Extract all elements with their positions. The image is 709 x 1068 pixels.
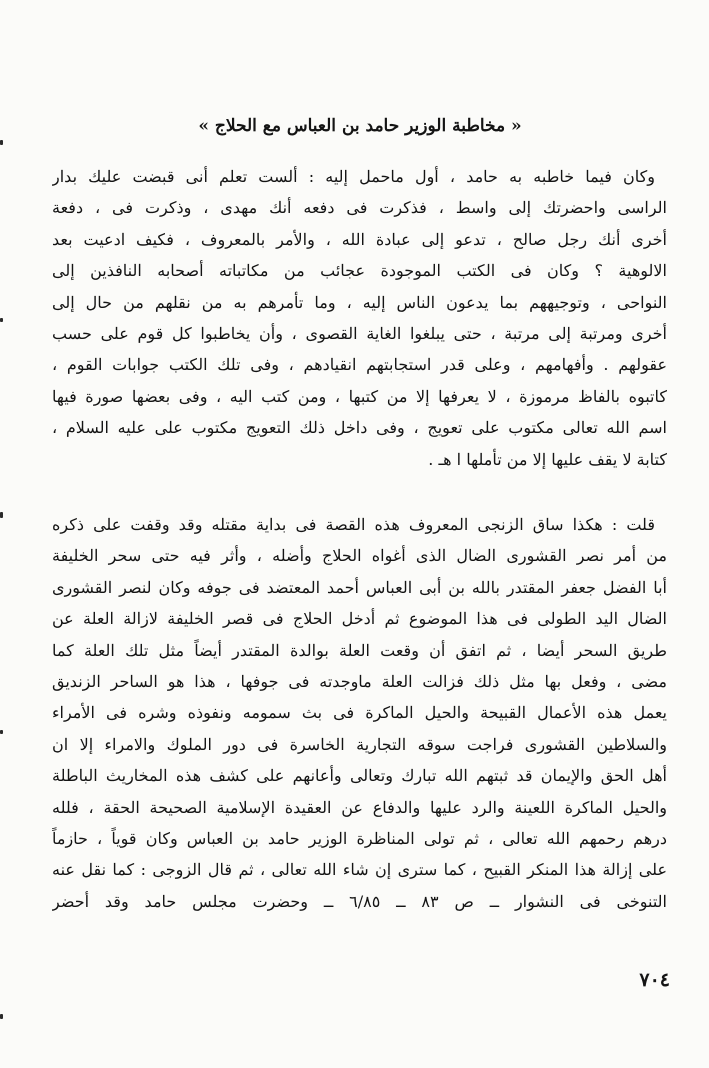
text-line: يعمل هذه الأعمال القبيحة والحيل الماكرة فى بث سمومه ونفوذه وشره فى الأمراء — [52, 703, 667, 723]
margin-mark — [0, 318, 3, 322]
text-line: اسم الله تعالى مكتوب على تعويج ، وفى داخل ذلك التعويج مكتوب على عليه السلام ، — [52, 418, 667, 438]
text-line: من أمر نصر القشورى الضال الذى أغواه الحلاج وأضله ، وأثر فيه حتى سحر الخليفة — [52, 546, 667, 566]
text-line: والحيل الماكرة اللعينة والرد عليها والدفاع عن العقيدة الإسلامية الصحيحة الحقة ، فلله — [52, 797, 667, 817]
section-heading: « مخاطبة الوزير حامد بن العباس مع الحلاج » — [198, 116, 522, 136]
text-line: درهم رحمهم الله تعالى ، ثم تولى المناظرة الوزير حامد بن العباس وكان قوياً ، حازماً — [52, 828, 667, 848]
text-line: على إزالة هذا المنكر القبيح ، كما سترى إن شاء الله تعالى ، ثم قال الزوجى : كما نقل عنه — [52, 860, 667, 880]
text-line: الالوهية ؟ وكان فى الكتب الموجودة عجائب من مكاتباته أصحابه النافذين إلى — [52, 261, 667, 281]
text-line: أهل الحق والإيمان قد ثبتهم الله تبارك وتعالى وأعانهم على كشف هذه المخاريث الباطلة — [52, 766, 667, 786]
text-line: النواحى ، وتوجيههم بما يدعون الناس إليه ، وما تأمرهم به من نقلهم من حال إلى — [52, 292, 667, 312]
text-line: والسلاطين القشورى فراجت سوقه التجارية الخاسرة فى دور الملوك والامراء إلا ان — [52, 734, 667, 754]
text-line: الضال اليد الطولى فى هذا الموضوع ثم أدخل الحلاج فى قصر الخليفة لازالة العلة عن — [52, 609, 667, 629]
text-line: عقولهم . وأفهامهم ، وعلى قدر استجابتهم انقيادهم ، وفى تلك الكتب جوابات القوم ، — [52, 355, 667, 375]
text-line: كاتبوه بالفاظ مرموزة ، لا يعرفها إلا من كتبها ، ومن كتب اليه ، وفى بعضها صورة فيها — [52, 386, 667, 406]
text-line: أبا الفضل جعفر المقتدر بالله بن أبى العباس أحمد المعتضد فى جوفه وكان لنصر القشورى — [52, 577, 667, 597]
text-line: وكان فيما خاطبه به حامد ، أول ماحمل إليه : ألست تعلم أنى قبضت عليك بدار — [52, 167, 655, 186]
text-line: أخرى ومرتبة إلى مرتبة ، حتى يبلغوا الغاية القصوى ، وأن يخاطبوا كل قوم على حسب — [52, 323, 667, 343]
text-line: أخرى أنك رجل صالح ، تدعو إلى عبادة الله ، والأمر بالمعروف ، فكيف ادعيت بعد — [52, 229, 667, 249]
page-number: ٧٠٤ — [639, 969, 670, 991]
margin-mark — [0, 140, 3, 145]
text-line: الراسى واحضرتك إلى واسط ، فذكرت فى دفعه أنك مهدى ، وذكرت فى ، دفعة — [52, 198, 667, 218]
margin-mark — [0, 512, 3, 518]
margin-mark — [0, 730, 3, 734]
margin-mark — [0, 1014, 3, 1019]
text-line: طريق السحر أيضا ، ثم اتفق أن وقعت العلة بوالدة المقتدر أيضاً مثل تلك العلة كما — [52, 640, 667, 660]
text-line: كتابة لا يقف عليها إلا من تأملها ا هـ . — [428, 449, 667, 469]
paragraph-2 — [52, 509, 667, 917]
text-line: التنوخى فى النشوار ــ ص ٨٣ ــ ٦/٨٥ ــ وحضرت مجلس حامد وقد أحضر — [52, 891, 667, 911]
text-line: مضى ، وفعل بها مثل ذلك فزالت العلة ماوجدته فى جوفها ، هذا هو الساحر الزنديق — [52, 671, 667, 691]
paragraph-1 — [52, 161, 667, 475]
text-line: قلت : هكذا ساق الزنجى المعروف هذه القصة فى بداية مقتله وقد وقفت على ذكره — [52, 515, 655, 534]
